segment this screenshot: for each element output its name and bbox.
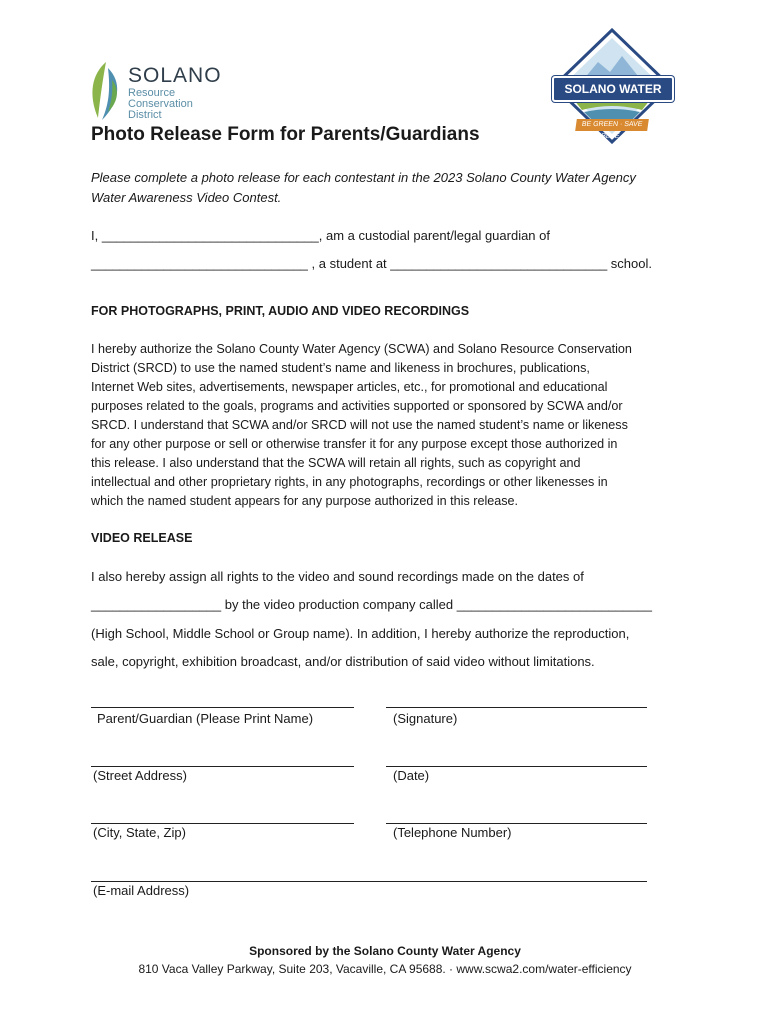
street-address-field[interactable] bbox=[91, 766, 354, 767]
date-field[interactable] bbox=[386, 766, 647, 767]
photo-section-heading: FOR PHOTOGRAPHS, PRINT, AUDIO AND VIDEO RECORDINGS bbox=[91, 304, 470, 318]
photo-authorization-paragraph bbox=[91, 340, 691, 511]
video-line-4: sale, copyright, exhibition broadcast, and/or distribution of said video without limitations. bbox=[91, 654, 595, 669]
video-line-2: __________________ by the video production company called ___________________________ bbox=[91, 597, 652, 612]
student-fill-line: ______________________________ , a student at ______________________________ school. bbox=[91, 256, 652, 271]
rcd-logo-line-2: Conservation bbox=[128, 98, 193, 110]
signature-field[interactable] bbox=[386, 707, 647, 708]
page-title: Photo Release Form for Parents/Guardians bbox=[91, 124, 480, 145]
paragraph-line: I hereby authorize the Solano County Water Agency (SCWA) and Solano Resource Conservation bbox=[91, 342, 632, 356]
telephone-label: (Telephone Number) bbox=[393, 825, 512, 840]
rcd-logo-line-1: Resource bbox=[128, 87, 176, 99]
parent-name-label: Parent/Guardian (Please Print Name) bbox=[97, 711, 314, 726]
intro-line-1: Please complete a photo release for each contestant in the 2023 Solano County Water Agency bbox=[91, 170, 636, 185]
video-line-1: I also hereby assign all rights to the video and sound recordings made on the dates of bbox=[91, 569, 584, 584]
paragraph-line: intellectual and other proprietary rights, in any photographs, recordings or other likenesses in bbox=[91, 475, 608, 489]
city-state-zip-field[interactable] bbox=[91, 823, 354, 824]
paragraph-line: this release. I also understand that the SCWA will retain all rights, such as copyright and bbox=[91, 456, 581, 470]
video-line-3: (High School, Middle School or Group name). In addition, I hereby authorize the reproduction, bbox=[91, 626, 630, 641]
paragraph-line: purposes related to the goals, programs and activities supported or sponsored by SCWA and/or bbox=[91, 399, 623, 413]
email-label: (E-mail Address) bbox=[93, 883, 190, 898]
paragraph-line: for any other purpose or sell or otherwise transfer it for any purpose except those authorized in bbox=[91, 437, 618, 451]
solano-rcd-logo bbox=[88, 60, 238, 122]
date-label: (Date) bbox=[393, 768, 430, 783]
signature-label: (Signature) bbox=[393, 711, 458, 726]
paragraph-line: Internet Web sites, advertisements, newspaper articles, etc., for promotional and educational bbox=[91, 380, 608, 394]
solano-water-logo bbox=[550, 28, 674, 144]
intro-line-2: Water Awareness Video Contest. bbox=[91, 190, 282, 205]
leaf-icon bbox=[88, 60, 124, 122]
paragraph-line: SRCD. I understand that SCWA and/or SRCD will not use the named student’s name or likeness bbox=[91, 418, 628, 432]
water-logo-tagline: BE GREEN · SAVE BLUE bbox=[575, 119, 649, 131]
telephone-field[interactable] bbox=[386, 823, 647, 824]
water-logo-wordmark: SOLANO WATER bbox=[552, 76, 674, 102]
paragraph-line: which the named student appears for any purpose authorized in this release. bbox=[91, 494, 519, 508]
rcd-logo-name: SOLANO bbox=[128, 64, 222, 87]
parent-name-field[interactable] bbox=[91, 707, 354, 708]
video-section-heading: VIDEO RELEASE bbox=[91, 531, 193, 545]
street-address-label: (Street Address) bbox=[93, 768, 187, 783]
city-state-zip-label: (City, State, Zip) bbox=[93, 825, 186, 840]
rcd-logo-line-3: District bbox=[128, 109, 162, 121]
guardian-fill-line: I, ______________________________, am a custodial parent/legal guardian of bbox=[91, 228, 550, 243]
footer-address: 810 Vaca Valley Parkway, Suite 203, Vacaville, CA 95688. · www.scwa2.com/water-efficiency bbox=[138, 962, 632, 976]
footer-sponsor: Sponsored by the Solano County Water Agency bbox=[249, 944, 521, 958]
email-field[interactable] bbox=[91, 881, 647, 882]
paragraph-line: District (SRCD) to use the named student’s name and likeness in brochures, publications, bbox=[91, 361, 590, 375]
